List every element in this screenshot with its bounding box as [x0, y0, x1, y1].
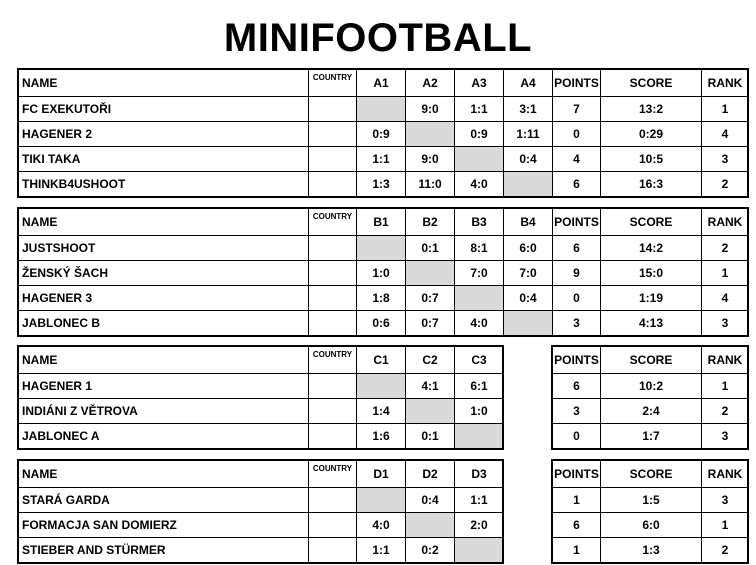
points-header: POINTS — [553, 209, 601, 236]
match-result: 1:11 — [504, 122, 553, 147]
score-header: SCORE — [601, 347, 702, 374]
group-table — [18, 460, 749, 563]
country-cell — [309, 122, 357, 147]
points-header: POINTS — [553, 461, 601, 488]
match-result: 1:1 — [357, 147, 406, 172]
table-row — [19, 538, 749, 563]
team-score: 16:3 — [601, 172, 702, 197]
country-cell — [309, 261, 357, 286]
team-name: JUSTSHOOT — [19, 236, 309, 261]
self-match-cell — [455, 538, 504, 563]
country-cell — [309, 236, 357, 261]
team-name: JABLONEC B — [19, 311, 309, 336]
match-result: 3:1 — [504, 97, 553, 122]
table-row — [19, 97, 749, 122]
country-header: COUNTRY — [309, 347, 357, 374]
rank-header: RANK — [702, 209, 749, 236]
match-result: 1:6 — [357, 424, 406, 449]
team-rank: 2 — [702, 538, 749, 563]
country-header: COUNTRY — [309, 461, 357, 488]
match-column-header: C3 — [455, 347, 504, 374]
header-row — [19, 461, 749, 488]
match-column-header: C2 — [406, 347, 455, 374]
match-column-header: A3 — [455, 70, 504, 97]
score-header: SCORE — [601, 209, 702, 236]
table-row — [19, 286, 749, 311]
table-row — [19, 424, 749, 449]
match-result: 11:0 — [406, 172, 455, 197]
team-points: 7 — [553, 97, 601, 122]
name-header: NAME — [19, 70, 309, 97]
match-result: 1:1 — [455, 97, 504, 122]
team-name: HAGENER 3 — [19, 286, 309, 311]
self-match-cell — [357, 488, 406, 513]
team-rank: 2 — [702, 399, 749, 424]
score-header: SCORE — [601, 70, 702, 97]
match-result: 1:1 — [357, 538, 406, 563]
match-result: 8:1 — [455, 236, 504, 261]
self-match-cell — [504, 311, 553, 336]
name-header: NAME — [19, 461, 309, 488]
group-table — [18, 346, 749, 449]
team-score: 1:5 — [601, 488, 702, 513]
table-row — [19, 147, 749, 172]
match-result: 9:0 — [406, 147, 455, 172]
header-row — [19, 70, 749, 97]
team-score: 4:13 — [601, 311, 702, 336]
team-points: 1 — [553, 488, 601, 513]
match-result: 0:9 — [357, 122, 406, 147]
team-name: STIEBER AND STÜRMER — [19, 538, 309, 563]
team-rank: 4 — [702, 122, 749, 147]
match-column-header: C1 — [357, 347, 406, 374]
table-row — [19, 122, 749, 147]
match-result: 4:1 — [406, 374, 455, 399]
team-name: FORMACJA SAN DOMIERZ — [19, 513, 309, 538]
team-score: 2:4 — [601, 399, 702, 424]
team-score: 0:29 — [601, 122, 702, 147]
match-result: 4:0 — [455, 311, 504, 336]
self-match-cell — [455, 147, 504, 172]
country-cell — [309, 97, 357, 122]
match-column-header: D2 — [406, 461, 455, 488]
match-column-header: B4 — [504, 209, 553, 236]
match-result: 7:0 — [504, 261, 553, 286]
table-row — [19, 513, 749, 538]
match-result: 1:8 — [357, 286, 406, 311]
points-header: POINTS — [553, 70, 601, 97]
table-row — [19, 399, 749, 424]
country-cell — [309, 311, 357, 336]
country-cell — [309, 488, 357, 513]
spacer-cell — [504, 461, 553, 488]
match-result: 1:1 — [455, 488, 504, 513]
team-score: 13:2 — [601, 97, 702, 122]
team-points: 1 — [553, 538, 601, 563]
match-result: 6:0 — [504, 236, 553, 261]
table-row — [19, 374, 749, 399]
team-score: 10:5 — [601, 147, 702, 172]
spacer-cell — [504, 424, 553, 449]
team-rank: 2 — [702, 236, 749, 261]
match-result: 2:0 — [455, 513, 504, 538]
self-match-cell — [406, 513, 455, 538]
team-name: HAGENER 2 — [19, 122, 309, 147]
team-name: INDIÁNI Z VĚTROVA — [19, 399, 309, 424]
match-result: 1:0 — [357, 261, 406, 286]
team-name: THINKB4USHOOT — [19, 172, 309, 197]
match-result: 0:9 — [455, 122, 504, 147]
header-row — [19, 347, 749, 374]
team-score: 1:19 — [601, 286, 702, 311]
team-name: TIKI TAKA — [19, 147, 309, 172]
team-score: 6:0 — [601, 513, 702, 538]
self-match-cell — [357, 236, 406, 261]
match-result: 7:0 — [455, 261, 504, 286]
match-result: 0:7 — [406, 286, 455, 311]
self-match-cell — [406, 122, 455, 147]
match-column-header: D1 — [357, 461, 406, 488]
rank-header: RANK — [702, 70, 749, 97]
match-result: 0:6 — [357, 311, 406, 336]
team-rank: 2 — [702, 172, 749, 197]
match-result: 9:0 — [406, 97, 455, 122]
team-rank: 3 — [702, 311, 749, 336]
team-points: 6 — [553, 374, 601, 399]
country-header: COUNTRY — [309, 209, 357, 236]
match-result: 0:4 — [406, 488, 455, 513]
team-points: 6 — [553, 236, 601, 261]
rank-header: RANK — [702, 461, 749, 488]
page-title: MINIFOOTBALL — [223, 16, 533, 60]
match-column-header: B2 — [406, 209, 455, 236]
self-match-cell — [357, 97, 406, 122]
name-header: NAME — [19, 347, 309, 374]
team-rank: 1 — [702, 374, 749, 399]
match-result: 0:1 — [406, 236, 455, 261]
match-result: 0:4 — [504, 147, 553, 172]
match-result: 1:0 — [455, 399, 504, 424]
spacer-cell — [504, 399, 553, 424]
team-name: JABLONEC A — [19, 424, 309, 449]
match-column-header: A4 — [504, 70, 553, 97]
country-cell — [309, 286, 357, 311]
team-points: 0 — [553, 286, 601, 311]
country-cell — [309, 424, 357, 449]
team-points: 9 — [553, 261, 601, 286]
match-result: 1:4 — [357, 399, 406, 424]
spacer-cell — [504, 538, 553, 563]
self-match-cell — [357, 374, 406, 399]
country-cell — [309, 538, 357, 563]
country-cell — [309, 399, 357, 424]
match-column-header: B1 — [357, 209, 406, 236]
team-rank: 3 — [702, 488, 749, 513]
match-result: 1:3 — [357, 172, 406, 197]
self-match-cell — [455, 286, 504, 311]
team-rank: 1 — [702, 97, 749, 122]
points-header: POINTS — [553, 347, 601, 374]
spacer-cell — [504, 513, 553, 538]
team-rank: 4 — [702, 286, 749, 311]
team-rank: 1 — [702, 261, 749, 286]
spacer-cell — [504, 488, 553, 513]
country-cell — [309, 513, 357, 538]
match-result: 0:1 — [406, 424, 455, 449]
table-row — [19, 236, 749, 261]
team-score: 1:3 — [601, 538, 702, 563]
match-result: 0:4 — [504, 286, 553, 311]
team-name: ŽENSKÝ ŠACH — [19, 261, 309, 286]
rank-header: RANK — [702, 347, 749, 374]
country-cell — [309, 172, 357, 197]
team-score: 10:2 — [601, 374, 702, 399]
team-points: 6 — [553, 513, 601, 538]
table-row — [19, 311, 749, 336]
match-result: 0:7 — [406, 311, 455, 336]
team-rank: 3 — [702, 424, 749, 449]
group-table — [18, 208, 749, 336]
team-name: FC EXEKUTOŘI — [19, 97, 309, 122]
match-result: 4:0 — [357, 513, 406, 538]
self-match-cell — [406, 399, 455, 424]
country-cell — [309, 374, 357, 399]
self-match-cell — [406, 261, 455, 286]
team-name: HAGENER 1 — [19, 374, 309, 399]
spacer-cell — [504, 374, 553, 399]
team-score: 14:2 — [601, 236, 702, 261]
team-score: 1:7 — [601, 424, 702, 449]
team-rank: 3 — [702, 147, 749, 172]
team-points: 3 — [553, 311, 601, 336]
team-score: 15:0 — [601, 261, 702, 286]
match-result: 6:1 — [455, 374, 504, 399]
match-column-header: A1 — [357, 70, 406, 97]
country-header: COUNTRY — [309, 70, 357, 97]
team-points: 6 — [553, 172, 601, 197]
self-match-cell — [504, 172, 553, 197]
team-name: STARÁ GARDA — [19, 488, 309, 513]
team-points: 0 — [553, 122, 601, 147]
table-row — [19, 172, 749, 197]
score-header: SCORE — [601, 461, 702, 488]
name-header: NAME — [19, 209, 309, 236]
match-column-header: D3 — [455, 461, 504, 488]
country-cell — [309, 147, 357, 172]
team-rank: 1 — [702, 513, 749, 538]
header-row — [19, 209, 749, 236]
team-points: 3 — [553, 399, 601, 424]
self-match-cell — [455, 424, 504, 449]
match-column-header: A2 — [406, 70, 455, 97]
table-row — [19, 261, 749, 286]
match-result: 4:0 — [455, 172, 504, 197]
match-column-header: B3 — [455, 209, 504, 236]
team-points: 4 — [553, 147, 601, 172]
group-table — [18, 69, 749, 197]
spacer-cell — [504, 347, 553, 374]
team-points: 0 — [553, 424, 601, 449]
match-result: 0:2 — [406, 538, 455, 563]
table-row — [19, 488, 749, 513]
